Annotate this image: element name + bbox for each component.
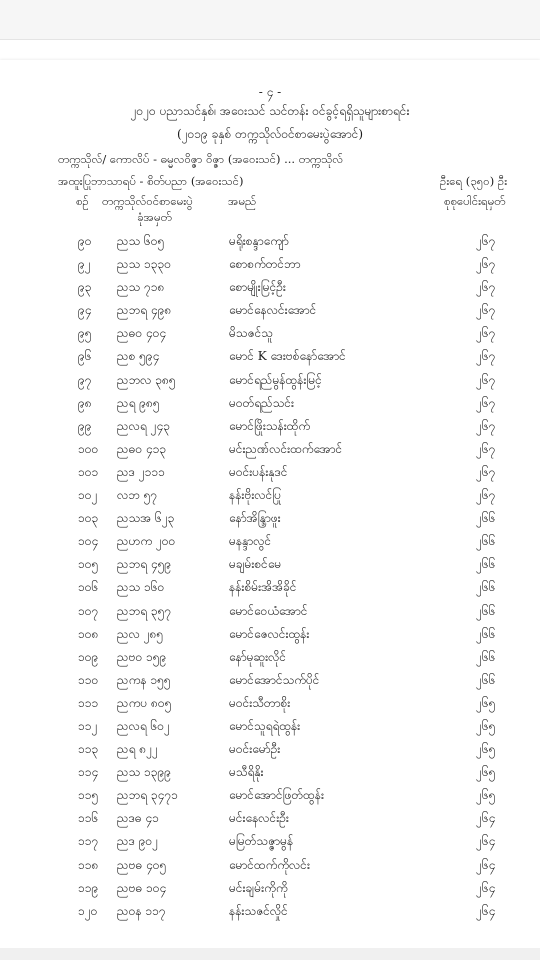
- row-roll-number: ညရ ၈၂၂: [117, 742, 158, 757]
- row-score: ၂၆၆: [476, 511, 496, 526]
- table-row: [0, 507, 540, 530]
- row-roll-number: ညရ ၉၈၅: [117, 395, 160, 410]
- row-roll-number: ညလရ ၆၀၂: [117, 718, 170, 733]
- table-row: [0, 830, 540, 853]
- row-score: ၂၆၄: [476, 811, 496, 826]
- row-number: ၉၇: [78, 372, 92, 387]
- row-name: မောင်အောင်ဖြတ်ထွန်း: [229, 788, 325, 803]
- row-name: မောင်ထက်ကိုလင်း: [229, 857, 310, 872]
- row-score: ၂၆၄: [476, 857, 496, 872]
- row-score: ၂၆၅: [476, 695, 496, 710]
- row-roll-number: ညသ ၇၁၈: [117, 280, 165, 295]
- row-number: ၉၆: [78, 349, 92, 364]
- row-roll-number: ညဓဝ ၄၀၄: [117, 326, 167, 341]
- row-score: ၂၆၇: [476, 257, 496, 272]
- document-title: ၂၀၂၀ ပညာသင်နှစ်၊ အဝေးသင် သင်တန်း ဝင်ခွင့်ရရှိသူများစာရင်း: [130, 104, 410, 118]
- university-line: တက္ကသိုလ်/ ကောလိပ် - ဓမ္မလဝိဇ္ဇာ ဝိဇ္ဇာ (အဝေးသင်) ... တက္ကသိုလ်: [58, 152, 344, 166]
- row-number: ၁၂၀: [78, 903, 98, 918]
- row-name: မချမ်းစင်မေ: [229, 557, 282, 572]
- row-roll-number: ညသအ ၆၂၃: [117, 511, 175, 526]
- row-name: မိသဇင်သူ: [229, 326, 273, 341]
- header-roll-line2: ခုံအမှတ်: [137, 210, 172, 224]
- row-number: ၉၄: [78, 303, 92, 318]
- table-row: [0, 576, 540, 599]
- table-row: [0, 738, 540, 761]
- row-number: ၁၁၄: [78, 765, 99, 780]
- row-roll-number: ညသ ၁၃၉၉: [117, 765, 172, 780]
- table-row: [0, 299, 540, 322]
- row-roll-number: ညဝန ၁၁၇: [117, 903, 166, 918]
- row-score: ၂၆၇: [476, 234, 496, 248]
- row-score: ၂၆၇: [476, 488, 496, 503]
- row-name: မောင်အောင်သက်ပိုင်: [229, 672, 320, 687]
- row-name: နန်းစိမ်းအိအိခိုင်: [229, 580, 297, 595]
- row-score: ၂၆၄: [476, 880, 496, 895]
- table-row: [0, 553, 540, 576]
- row-number: ၉၃: [78, 280, 92, 295]
- row-score: ၂၆၆: [476, 649, 496, 664]
- table-row: [0, 530, 540, 553]
- row-score: ၂၆၆: [476, 672, 496, 687]
- row-name: မောင်နေလင်းအောင်: [229, 303, 317, 318]
- row-name: နော်အိန္ဒြာဖူး: [229, 511, 281, 526]
- table-row: [0, 415, 540, 438]
- row-name: မဝင်းသီတာစိုး: [229, 695, 291, 710]
- document-subtitle: (၂၀၁၉ ခုနှစ် တက္ကသိုလ်ဝင်စာမေးပွဲအောင်): [176, 127, 364, 141]
- row-roll-number: ညကန ၁၅၅: [117, 672, 171, 687]
- row-name: စောမျိုးမြင့်ဦး: [229, 280, 286, 295]
- row-number: ၁၁၃: [78, 742, 99, 757]
- row-score: ၂၆၆: [476, 557, 496, 572]
- header-no: စဉ်: [76, 194, 89, 208]
- row-score: ၂၆၆: [476, 603, 496, 618]
- row-roll-number: ညဗဓ ၄၀၅: [117, 857, 167, 872]
- row-roll-number: ညကပ ၈၀၅: [117, 695, 172, 710]
- row-roll-number: ညဘရ ၄၅၉: [117, 557, 172, 572]
- row-name: နန်းဗိုးလင်ပြု: [229, 488, 282, 503]
- row-score: ၂၆၇: [476, 418, 496, 433]
- row-name: နန်းသဇင်လှိုင်: [229, 903, 288, 918]
- row-number: ၁၁၂: [78, 718, 98, 733]
- table-row: [0, 900, 540, 923]
- table-row: [0, 345, 540, 368]
- row-score: ၂၆၅: [476, 718, 496, 733]
- row-roll-number: ညဒဓ ၄၁: [117, 811, 159, 826]
- row-number: ၁၀၁: [78, 464, 99, 479]
- row-score: ၂၆၅: [476, 765, 496, 780]
- row-score: ၂၆၆: [476, 534, 496, 549]
- table-row: [0, 646, 540, 669]
- row-roll-number: ညဒ ၂၁၁၁: [117, 464, 165, 479]
- table-row: [0, 807, 540, 830]
- row-number: ၉၉: [78, 418, 92, 433]
- row-name: စောစက်တင်ဘာ: [229, 257, 301, 272]
- table-row: [0, 369, 540, 392]
- row-name: မင်းညဏ်လင်းထက်အောင်: [229, 441, 343, 456]
- table-row: [0, 692, 540, 715]
- row-number: ၁၁၇: [78, 834, 99, 849]
- header-roll: တက္ကသိုလ်ဝင်စာမေးပွဲ: [102, 194, 193, 208]
- row-number: ၁၁၀: [78, 672, 99, 687]
- count-note: ဦးရေ (၃၅၀) ဦး: [440, 174, 508, 188]
- table-row: [0, 461, 540, 484]
- row-score: ၂၆၄: [476, 903, 496, 918]
- row-roll-number: ညသ ၁၃၃၀: [117, 257, 172, 272]
- table-row: [0, 484, 540, 507]
- row-number: ၉၀: [78, 234, 92, 248]
- table-row: [0, 438, 540, 461]
- row-score: ၂၆၇: [476, 395, 496, 410]
- row-roll-number: ညသ ၆၀၅: [117, 234, 165, 248]
- table-row: [0, 784, 540, 807]
- subject-line: အထူးပြုဘာသာရပ် - စိတ်ပညာ (အဝေးသင်): [58, 174, 244, 188]
- row-name: မောင် K ဒေးဗစ်နော်အောင်: [229, 349, 346, 364]
- row-score: ၂၆၅: [476, 742, 496, 757]
- page-number: - ၄ -: [258, 85, 282, 99]
- header-name: အမည်: [228, 194, 257, 208]
- row-roll-number: ညလ ၂၈၅: [117, 626, 164, 641]
- row-number: ၁၀၃: [78, 511, 99, 526]
- row-number: ၁၀၉: [78, 649, 99, 664]
- table-row: [0, 715, 540, 738]
- row-number: ၁၀၀: [78, 441, 99, 456]
- row-number: ၁၀၇: [78, 603, 99, 618]
- header-score: စုစုပေါင်းရမှတ်: [444, 194, 506, 208]
- row-score: ၂၆၆: [476, 580, 496, 595]
- row-roll-number: ညသ ၁၆၀: [117, 580, 165, 595]
- row-name: မောင်ဝေယံအောင်: [229, 603, 308, 618]
- table-row: [0, 669, 540, 692]
- row-score: ၂၆၇: [476, 441, 496, 456]
- row-number: ၉၅: [78, 326, 92, 341]
- row-number: ၁၁၉: [78, 880, 99, 895]
- row-score: ၂၆၇: [476, 326, 496, 341]
- row-number: ၁၀၄: [78, 534, 99, 549]
- table-row: [0, 392, 540, 415]
- row-score: ၂၆၅: [476, 788, 496, 803]
- row-roll-number: ညလရ ၂၄၃: [117, 418, 170, 433]
- row-roll-number: ညဓဝ ၄၁၃: [117, 441, 167, 456]
- row-name: မနန္ဒာလွင်: [229, 534, 272, 549]
- row-roll-number: ညစ ၅၉၄: [117, 349, 160, 364]
- table-row: [0, 600, 540, 623]
- row-score: ၂၆၆: [476, 626, 496, 641]
- row-number: ၉၈: [78, 395, 92, 410]
- row-name: မဝင်းပန်းနုဒင်: [229, 464, 288, 479]
- row-roll-number: ညဘရ ၄၉၈: [117, 303, 172, 318]
- row-number: ၁၀၈: [78, 626, 99, 641]
- row-number: ၁၁၈: [78, 857, 99, 872]
- row-score: ၂၆၇: [476, 464, 496, 479]
- row-number: ၁၀၅: [78, 557, 99, 572]
- row-roll-number: ညဘရ ၃၄၇၁: [117, 788, 178, 803]
- row-name: မင်းချမ်းကိုကို: [229, 880, 288, 895]
- row-name: နော်မုဆူးလိုင်: [229, 649, 287, 664]
- row-name: မရိုးစန္ဒာကျော်: [229, 234, 289, 248]
- row-name: မဝင်းမော်ဦး: [229, 742, 281, 757]
- table-row: [0, 276, 540, 299]
- table-row: [0, 761, 540, 784]
- row-name: မောင်ဖြိုးသန်းထိုက်: [229, 418, 311, 433]
- row-number: ၉၂: [78, 257, 91, 272]
- row-score: ၂၆၇: [476, 349, 496, 364]
- row-name: မဝတ်ရည်သင်း: [229, 395, 295, 410]
- row-number: ၁၀၂: [78, 488, 98, 503]
- row-number: ၁၁၅: [78, 788, 99, 803]
- table-body: [0, 230, 540, 923]
- table-row: [0, 623, 540, 646]
- row-roll-number: ညဘရ ၃၅၇: [117, 603, 172, 618]
- top-divider: [0, 39, 540, 40]
- row-roll-number: ညဘလ ၃၈၅: [117, 372, 176, 387]
- top-bar: [0, 0, 540, 40]
- table-row: [0, 877, 540, 900]
- table-row: [0, 322, 540, 345]
- row-name: မောင်ဇေလင်းထွန်း: [229, 626, 310, 641]
- row-roll-number: လဘ ၅၇: [117, 488, 158, 503]
- document-page: [0, 60, 540, 948]
- row-roll-number: ညဟက ၂၀၀: [117, 534, 176, 549]
- bottom-bar: [0, 948, 540, 960]
- row-name: မောင်ရည်မွန်ထွန်းမြင့်: [229, 372, 322, 387]
- table-row: [0, 230, 540, 253]
- row-roll-number: ညဗဓ ၁၀၄: [117, 880, 167, 895]
- row-score: ၂၆၄: [476, 834, 496, 849]
- row-name: မမြတ်သဇ္ဇာမွန်: [229, 834, 294, 849]
- row-score: ၂၆၇: [476, 280, 496, 295]
- row-number: ၁၀၆: [78, 580, 99, 595]
- table-row: [0, 854, 540, 877]
- row-name: မောင်သူရရဲထွန်း: [229, 718, 301, 733]
- row-number: ၁၁၁: [78, 695, 99, 710]
- table-row: [0, 253, 540, 276]
- row-score: ၂၆၇: [476, 372, 496, 387]
- row-roll-number: ညဗဝ ၁၅၉: [117, 649, 167, 664]
- row-roll-number: ညဒ ၉၀၂: [117, 834, 159, 849]
- row-number: ၁၁၆: [78, 811, 99, 826]
- row-score: ၂၆၇: [476, 303, 496, 318]
- row-name: မသီရိနိုး: [229, 765, 264, 780]
- row-name: မင်းနေလင်းဦး: [229, 811, 289, 826]
